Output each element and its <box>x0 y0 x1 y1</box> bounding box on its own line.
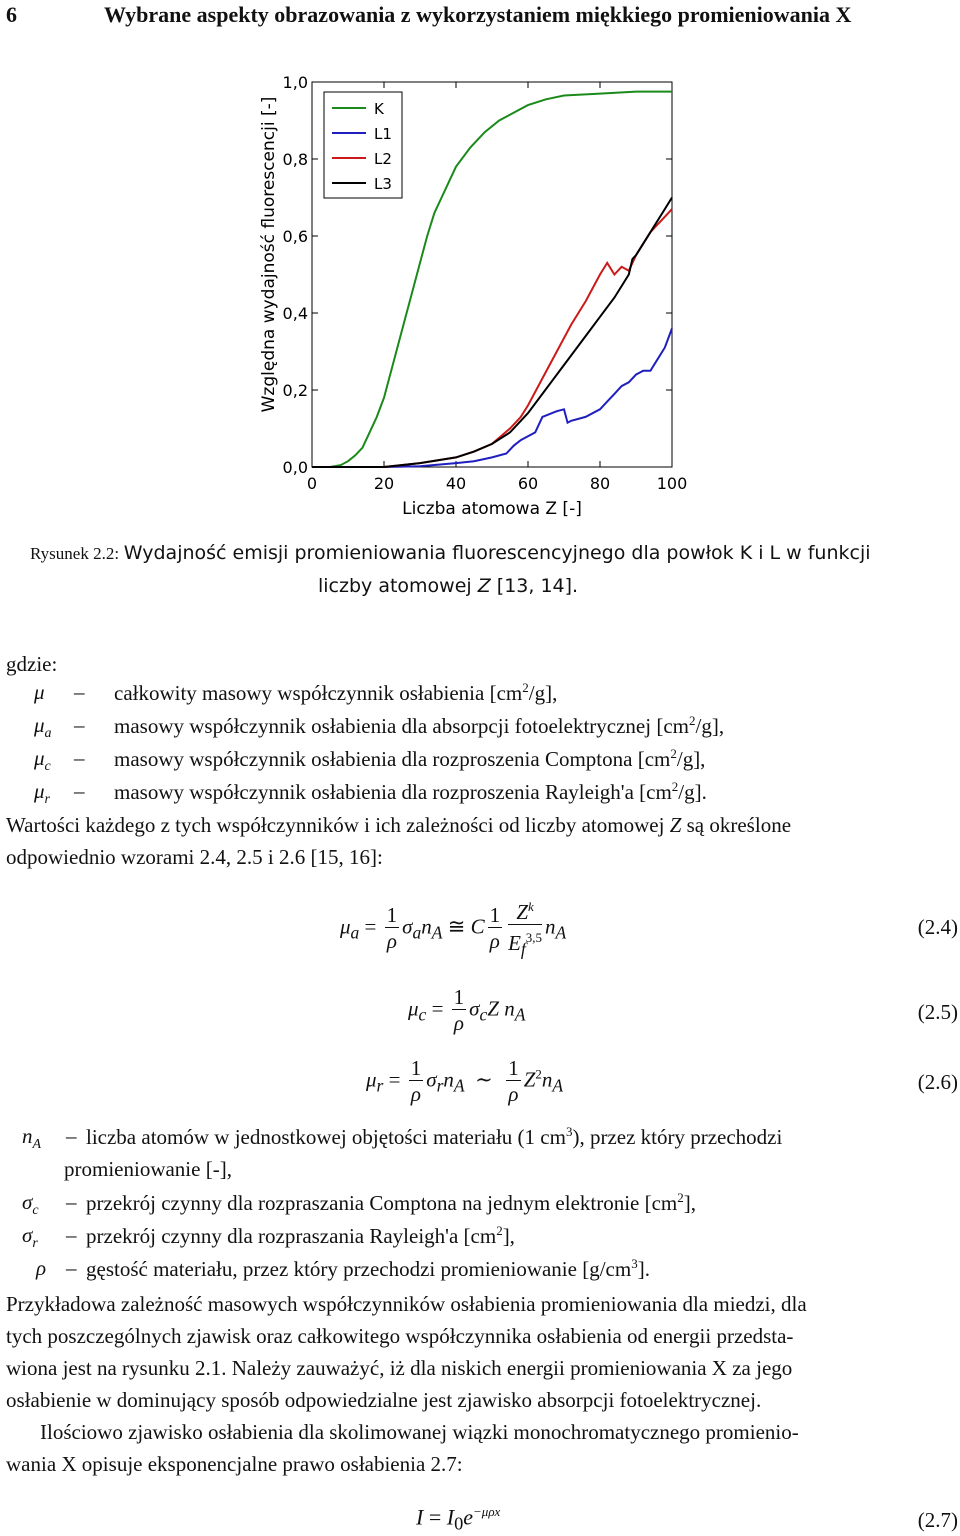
definitions-attenuation: μ – całkowity masowy współczynnik osłabienia $[cm^2/g]$, $\mu_a$ – masowy współczynnik osłabienia dla absorpcji fotoelektrycznej $[cm^2/g]$, $\mu_c$ – masowy współczynnik osłabienia dla rozproszenia Comptona $[cm^2/g]$, $\mu_r$ – masowy współczynnik osłabienia dla rozproszenia Rayleigh'a $[cm^2/g]$. <box>34 680 725 808</box>
equation-number-2-6: (2.6) <box>917 1070 958 1094</box>
caption-line1: Wydajność emisji promieniowania fluorescencyjnego dla powłok K i L w funkcji <box>123 542 871 564</box>
y-tick-label: 0,8 <box>282 150 308 169</box>
where-label: gdzie: <box>6 652 58 676</box>
equation-number-2-7: (2.7) <box>917 1508 958 1532</box>
y-axis-label: Względna wydajność fluorescencji [-] <box>259 96 279 413</box>
equation-2-7: $I = I_0e^{-\mu\rho x}$ <box>416 1504 501 1534</box>
def-symbol: $\mu_c$ <box>34 746 51 775</box>
x-tick-label: 20 <box>373 474 395 493</box>
y-tick-label: 1,0 <box>282 73 308 92</box>
x-tick-label: 40 <box>445 474 467 493</box>
def-symbol: μ <box>34 680 45 704</box>
x-axis-label: Liczba atomowa Z [-] <box>402 499 582 519</box>
x-tick-label: 60 <box>517 474 539 493</box>
paragraph-3: Ilościowo zjawisko osłabienia dla skolimowanej wiązki monochromatycznego promienio- wania X opisuje eksponencjalne prawo osłabienia 2.7: <box>6 1420 799 1476</box>
equation-number-2-5: (2.5) <box>917 1000 958 1024</box>
paragraph-1: Wartości każdego z tych współczynników i ich zależności od liczby atomowej Z są określone odpowiednio wzorami 2.4, 2.5 i 2.6 [15, 16]: <box>6 813 792 869</box>
equation-number-2-4: (2.4) <box>917 915 958 939</box>
y-tick-label: 0,4 <box>282 304 308 323</box>
y-tick-label: 0,6 <box>282 227 308 246</box>
x-tick-label: 80 <box>589 474 611 493</box>
def-symbol: $\mu_a$ <box>34 713 52 742</box>
chart-svg <box>240 62 700 522</box>
paragraph-2: Przykładowa zależność masowych współczynników osłabienia promieniowania dla miedzi, dla tych poszczególnych zjawisk oraz całkowitego współczynnika osłabienia od energii przedsta- wiona jest na rysunku 2.1. Należy zauważyć, iż dla niskich energii promieniowania X za jego osłabienie w dominujący sposób odpowiedzialne jest zjawisko absorpcji fotoelektrycznej. <box>6 1292 807 1412</box>
x-tick-label: 100 <box>656 474 688 493</box>
x-tick-label: 0 <box>306 474 318 493</box>
caption-line2: liczby atomowej Z [13, 14]. <box>318 575 579 597</box>
figure-caption <box>30 537 940 602</box>
definitions-cross-sections: $n_A$ – liczba atomów w jednostkowej objętości materiału (1 $cm^3$), przez który przechodzi promieniowanie [-], $\sigma_c$ – przekrój czynny dla rozpraszania Comptona na jednym elektronie $[cm^2]$, $\sigma_r$ – przekrój czynny dla rozpraszania Rayleigh'a $[cm^2]$, ρ – gęstość materiału, przez który przechodzi promieniowanie $[g/cm^3]$. <box>22 1124 783 1281</box>
page-number: 6 <box>6 2 17 27</box>
caption-label: Rysunek 2.2: <box>30 544 120 563</box>
y-tick-label: 0,0 <box>282 458 308 477</box>
page-header <box>6 2 956 30</box>
legend-label: K <box>374 100 384 118</box>
equation-2-4: $\mu_a$ = $\frac{1}{\rho}$ $\sigma_an_A$ ≅ C $\frac{1}{\rho}$ $\frac{Z^k}{E_f^{3,5}}$ $n_A$ <box>340 895 566 962</box>
legend-label: L2 <box>374 150 392 168</box>
running-title: Wybrane aspekty obrazowania z wykorzystaniem miękkiego promieniowania X <box>104 2 852 27</box>
def-n-a-cont: promieniowanie [-], <box>64 1157 232 1181</box>
def-symbol: $\mu_r$ <box>34 779 50 808</box>
y-tick-label: 0,2 <box>282 381 308 400</box>
legend-label: L1 <box>374 125 392 143</box>
legend-label: L3 <box>374 175 392 193</box>
equation-2-6: $\mu_r$ = $\frac{1}{\rho}$ $\sigma_rn_A$ ∼ $\frac{1}{\rho}$ $Z^2n_A$ <box>366 1056 564 1106</box>
fluorescence-yield-chart <box>240 62 700 522</box>
equation-2-5: $\mu_c$ = $\frac{1}{\rho}$ $\sigma_cZ$ $n_A$ <box>408 985 526 1035</box>
